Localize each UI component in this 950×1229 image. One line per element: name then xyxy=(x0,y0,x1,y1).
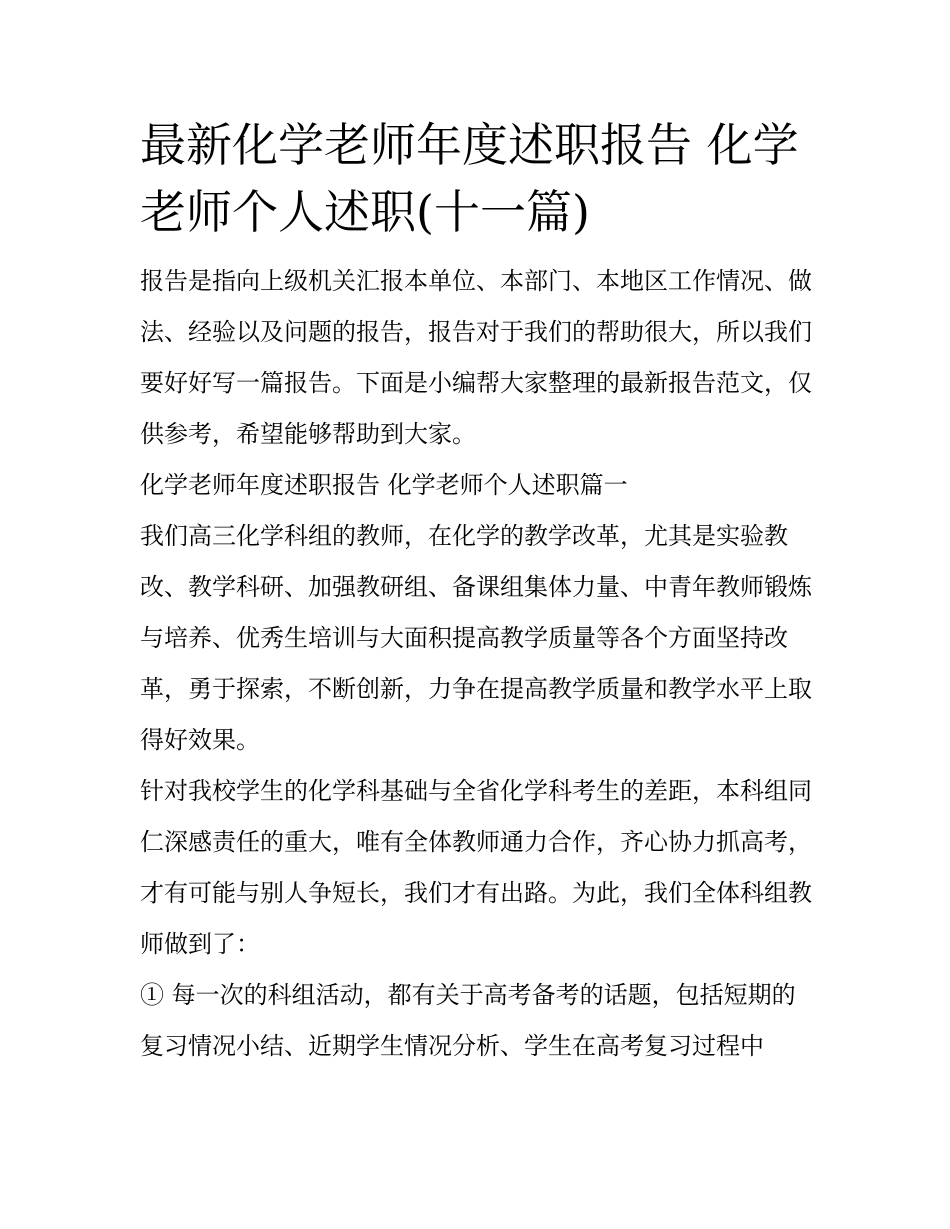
body-paragraph: 针对我校学生的化学科基础与全省化学科考生的差距，本科组同仁深感责任的重大，唯有全体教师通力合作，齐心协力抓高考，才有可能与别人争短长，我们才有出路。为此，我们全体科组教师做到了： xyxy=(140,777,812,958)
document-body xyxy=(140,112,815,1072)
intro-paragraph: 报告是指向上级机关汇报本单位、本部门、本地区工作情况、做法、经验以及问题的报告，报告对于我们的帮助很大，所以我们要好好写一篇报告。下面是小编帮大家整理的最新报告范文，仅供参考，希望能够帮助到大家。 xyxy=(140,267,812,448)
document-title: 最新化学老师年度述职报告 化学老师个人述职(十一篇) xyxy=(140,118,799,239)
section-heading: 化学老师年度述职报告 化学老师个人述职篇一 xyxy=(140,471,628,499)
title-block xyxy=(140,112,815,246)
body-paragraph: 我们高三化学科组的教师，在化学的教学改革，尤其是实验教改、教学科研、加强教研组、备课组集体力量、中青年教师锻炼与培养、优秀生培训与大面积提高教学质量等各个方面坚持改革，勇于探索，不断创新，力争在提高教学质量和教学水平上取得好效果。 xyxy=(140,522,812,754)
list-item-paragraph: ① 每一次的科组活动，都有关于高考备考的话题，包括短期的复习情况小结、近期学生情况分析、学生在高考复习过程中 xyxy=(140,981,796,1060)
